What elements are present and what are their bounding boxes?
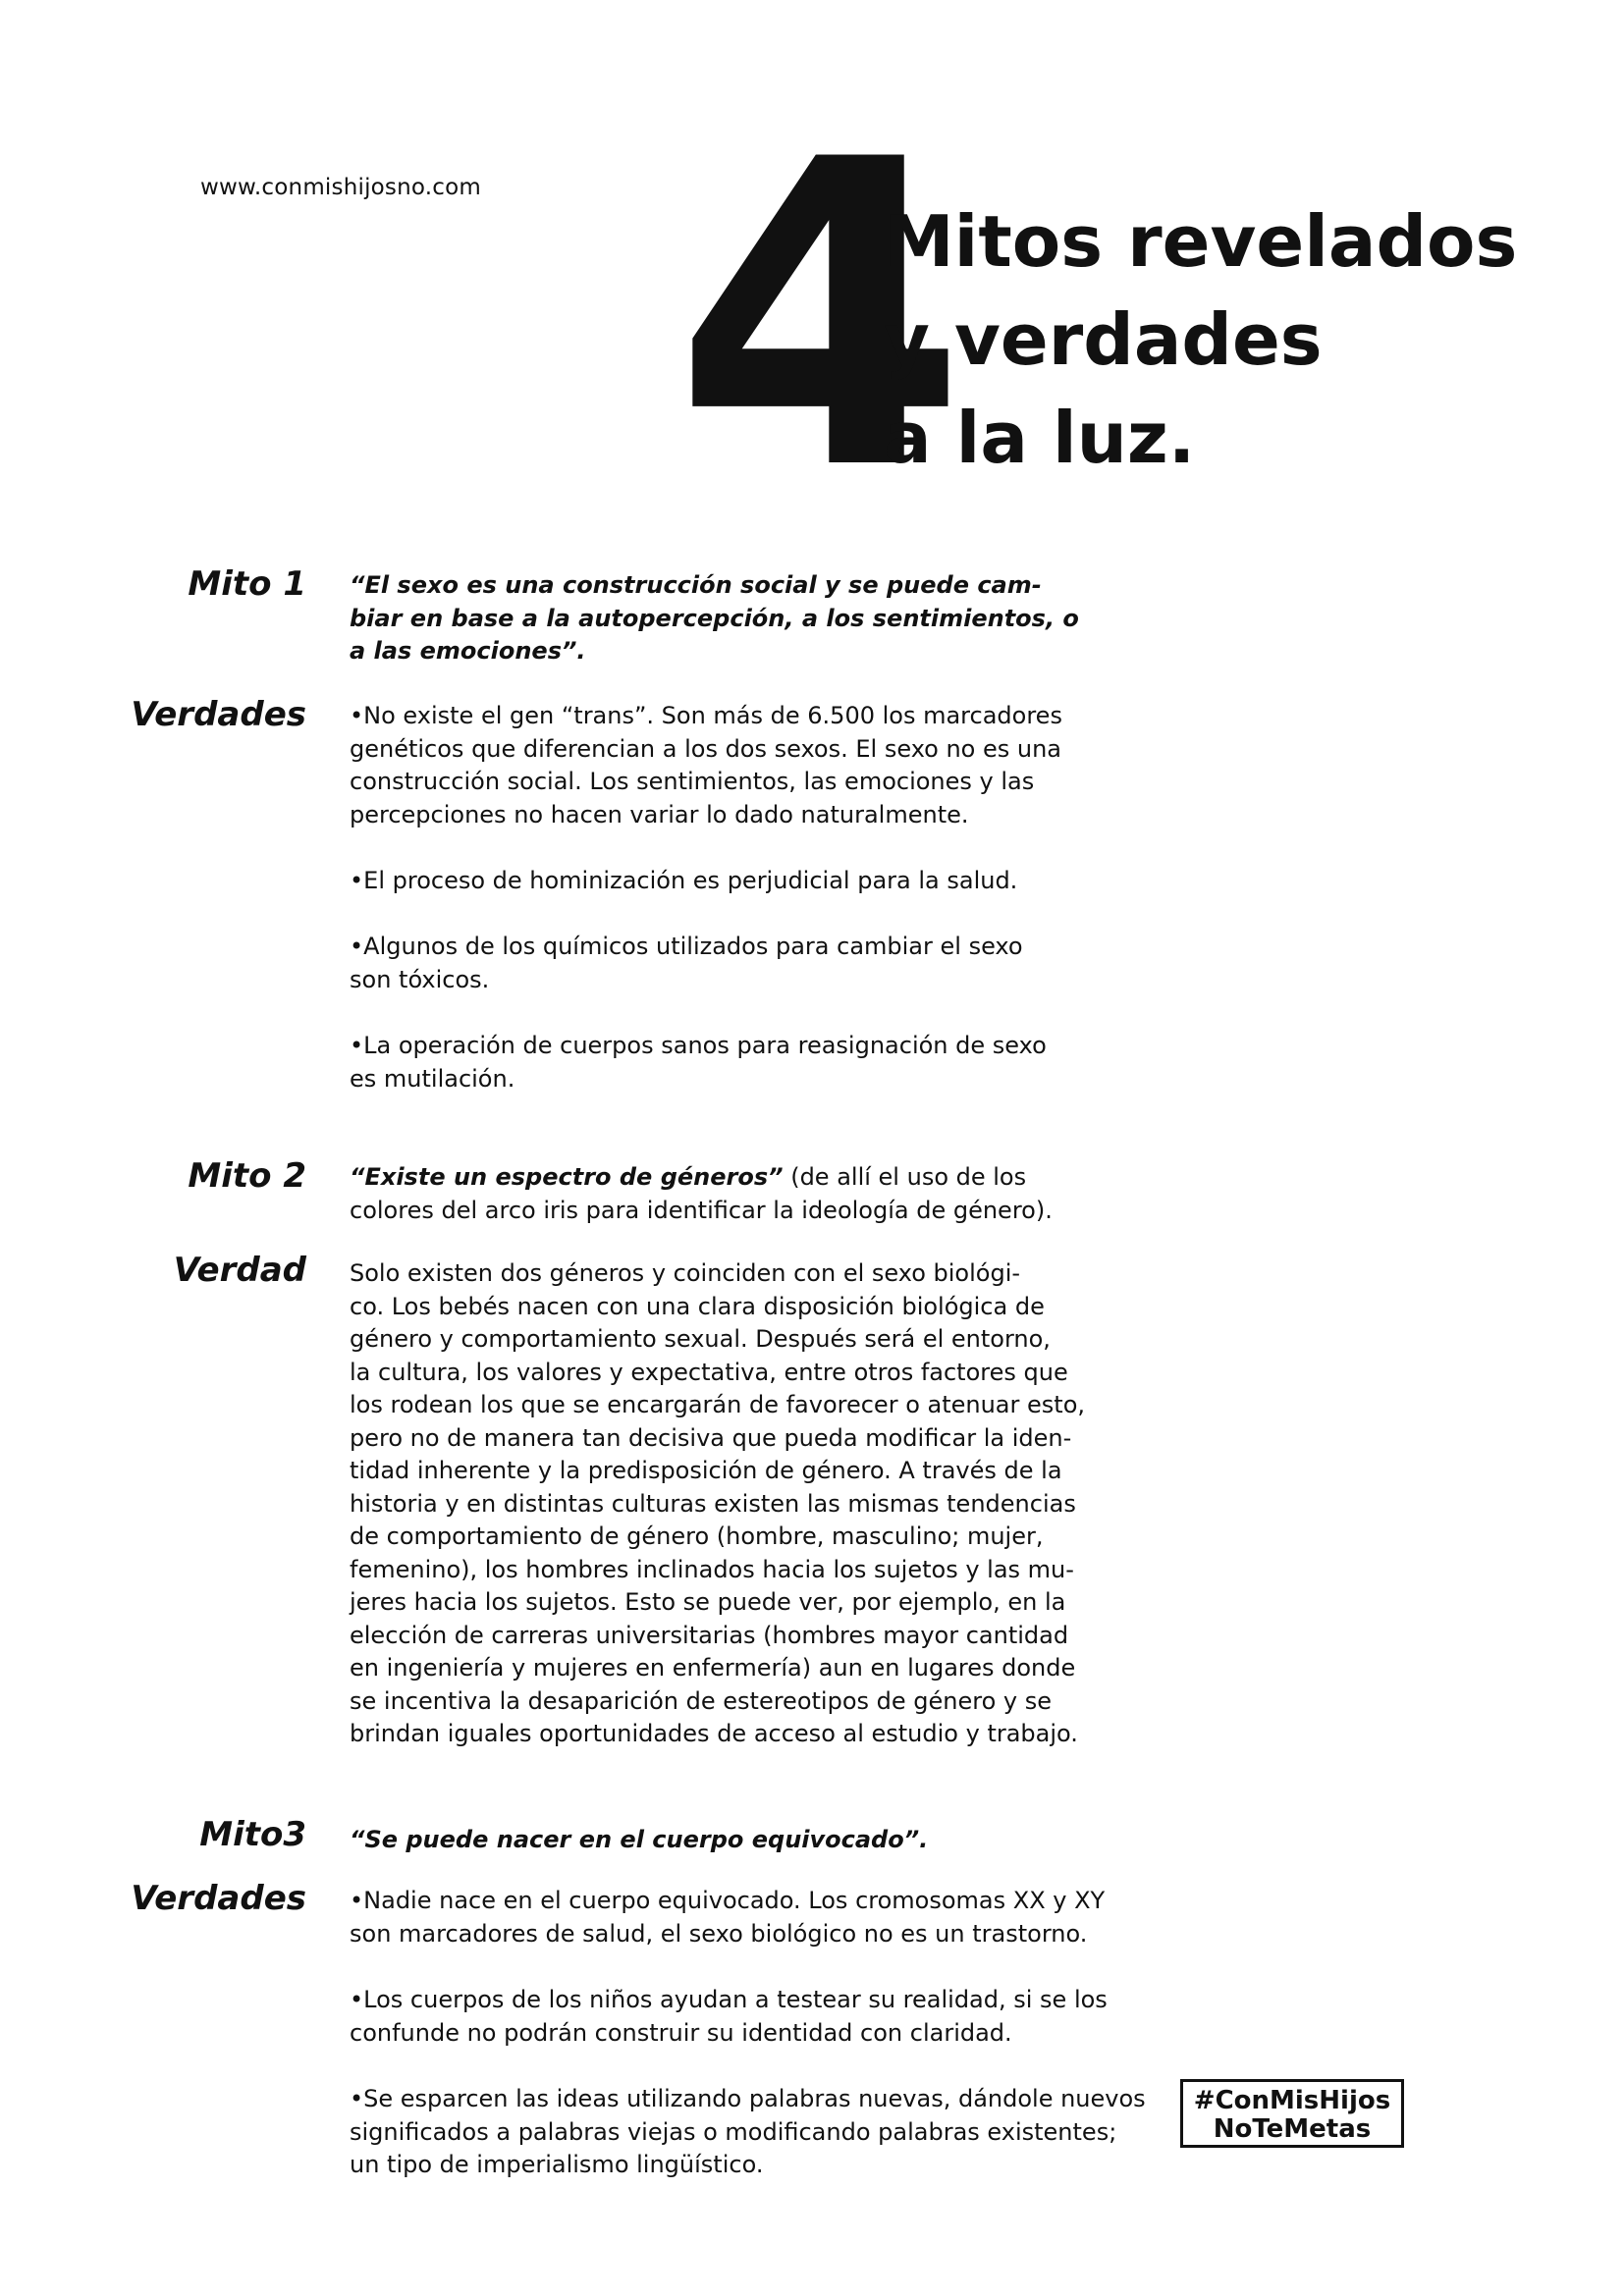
mito-1-verdades [350, 700, 1062, 831]
mito-3-label: Mito3 [199, 1815, 306, 1854]
mito-1-verdad-3 [350, 931, 1023, 996]
quote-line: “El sexo es una construcción social y se puede cam- [350, 571, 1042, 599]
title-line: y verdades [884, 298, 1323, 381]
mito-3-verdad-2 [350, 1984, 1108, 2050]
verdad-line: los rodean los que se encargarán de favorecer o atenuar esto, [350, 1391, 1086, 1418]
title-line: a la luz. [884, 397, 1196, 479]
verdad-line: confunde no podrán construir su identidad con claridad. [350, 2018, 1012, 2047]
verdad-line: es mutilación. [350, 1064, 515, 1093]
verdad-line: •Los cuerpos de los niños ayudan a testear su realidad, si se los [350, 1986, 1108, 2013]
hashtag-badge [1180, 2079, 1404, 2148]
quote-line [350, 1161, 1053, 1195]
verdad-line: se incentiva la desaparición de estereotipos de género y se [350, 1686, 1052, 1715]
quote-continuation: (de allí el uso de los [783, 1163, 1027, 1191]
mito-1-label: Mito 1 [188, 564, 306, 604]
verdad-line: brindan iguales oportunidades de acceso al estudio y trabajo. [350, 1720, 1078, 1747]
hashtag-line: #ConMisHijos [1193, 2086, 1391, 2115]
verdad-line: •El proceso de hominización es perjudicial para la salud. [350, 867, 1018, 894]
verdad-line: •Se esparcen las ideas utilizando palabras nuevas, dándole nuevos [350, 2085, 1146, 2112]
verdad-line: son tóxicos. [350, 965, 490, 993]
verdad-line: genéticos que diferencian a los dos sexos. El sexo no es una [350, 734, 1062, 763]
verdad-line: Solo existen dos géneros y coinciden con el sexo biológi- [350, 1259, 1021, 1287]
verdad-line: en ingeniería y mujeres en enfermería) aun en lugares donde [350, 1654, 1076, 1682]
verdad-line: •La operación de cuerpos sanos para reasignación de sexo [350, 1032, 1047, 1059]
quote-line: biar en base a la autopercepción, a los sentimientos, o [350, 604, 1079, 632]
mito-3-quote [350, 1824, 928, 1857]
verdad-line: la cultura, los valores y expectativa, entre otros factores que [350, 1358, 1068, 1386]
mito-3-verdad-3 [350, 2083, 1146, 2182]
quote-line: “Se puede nacer en el cuerpo equivocado”. [350, 1826, 929, 1853]
verdad-line: género y comportamiento sexual. Después será el entorno, [350, 1325, 1051, 1353]
verdad-line: •Nadie nace en el cuerpo equivocado. Los cromosomas XX y XY [350, 1887, 1106, 1914]
mito-2-verdad [350, 1257, 1085, 1751]
hashtag-line: NoTeMetas [1213, 2114, 1372, 2144]
mito-2-verdad-label: Verdad [173, 1251, 306, 1290]
verdad-line: femenino), los hombres inclinados hacia los sujetos y las mu- [350, 1555, 1074, 1583]
quote-text: “Existe un espectro de géneros” [350, 1163, 784, 1191]
verdad-line: pero no de manera tan decisiva que pueda modificar la iden- [350, 1423, 1072, 1452]
verdad-line: percepciones no hacen variar lo dado naturalmente. [350, 800, 969, 828]
verdad-line: tidad inherente y la predisposición de género. A través de la [350, 1457, 1062, 1484]
mito-1-verdad-4 [350, 1030, 1047, 1095]
page-title [884, 192, 1610, 487]
verdad-line: •Algunos de los químicos utilizados para cambiar el sexo [350, 933, 1023, 960]
verdad-line: construcción social. Los sentimientos, las emociones y las [350, 768, 1035, 795]
mito-1-quote [350, 569, 1079, 668]
verdad-line: un tipo de imperialismo lingüístico. [350, 2151, 764, 2178]
verdad-line: elección de carreras universitarias (hombres mayor cantidad [350, 1621, 1069, 1649]
mito-3-verdades-label: Verdades [131, 1879, 306, 1918]
website-url: www.conmishijosno.com [200, 175, 481, 200]
verdad-line: historia y en distintas culturas existen las mismas tendencias [350, 1489, 1076, 1518]
verdad-line: jeres hacia los sujetos. Esto se puede ver, por ejemplo, en la [350, 1588, 1066, 1616]
mito-1-verdad-2 [350, 865, 1017, 898]
mito-2-quote [350, 1161, 1053, 1227]
verdad-line: significados a palabras viejas o modificando palabras existentes; [350, 2117, 1117, 2146]
big-number: 4 [674, 72, 958, 562]
verdad-line: son marcadores de salud, el sexo biológico no es un trastorno. [350, 1919, 1088, 1948]
mito-2-label: Mito 2 [188, 1156, 306, 1196]
quote-line: a las emociones”. [350, 637, 586, 665]
verdad-line: co. Los bebés nacen con una clara disposición biológica de [350, 1292, 1045, 1320]
title-line: Mitos revelados [884, 200, 1518, 283]
mito-3-verdad-1 [350, 1885, 1105, 1950]
mito-1-verdades-label: Verdades [131, 695, 306, 734]
verdad-line: •No existe el gen “trans”. Son más de 6.500 los marcadores [350, 702, 1062, 729]
verdad-line: de comportamiento de género (hombre, masculino; mujer, [350, 1522, 1044, 1550]
quote-line: colores del arco iris para identificar la ideología de género). [350, 1196, 1053, 1224]
